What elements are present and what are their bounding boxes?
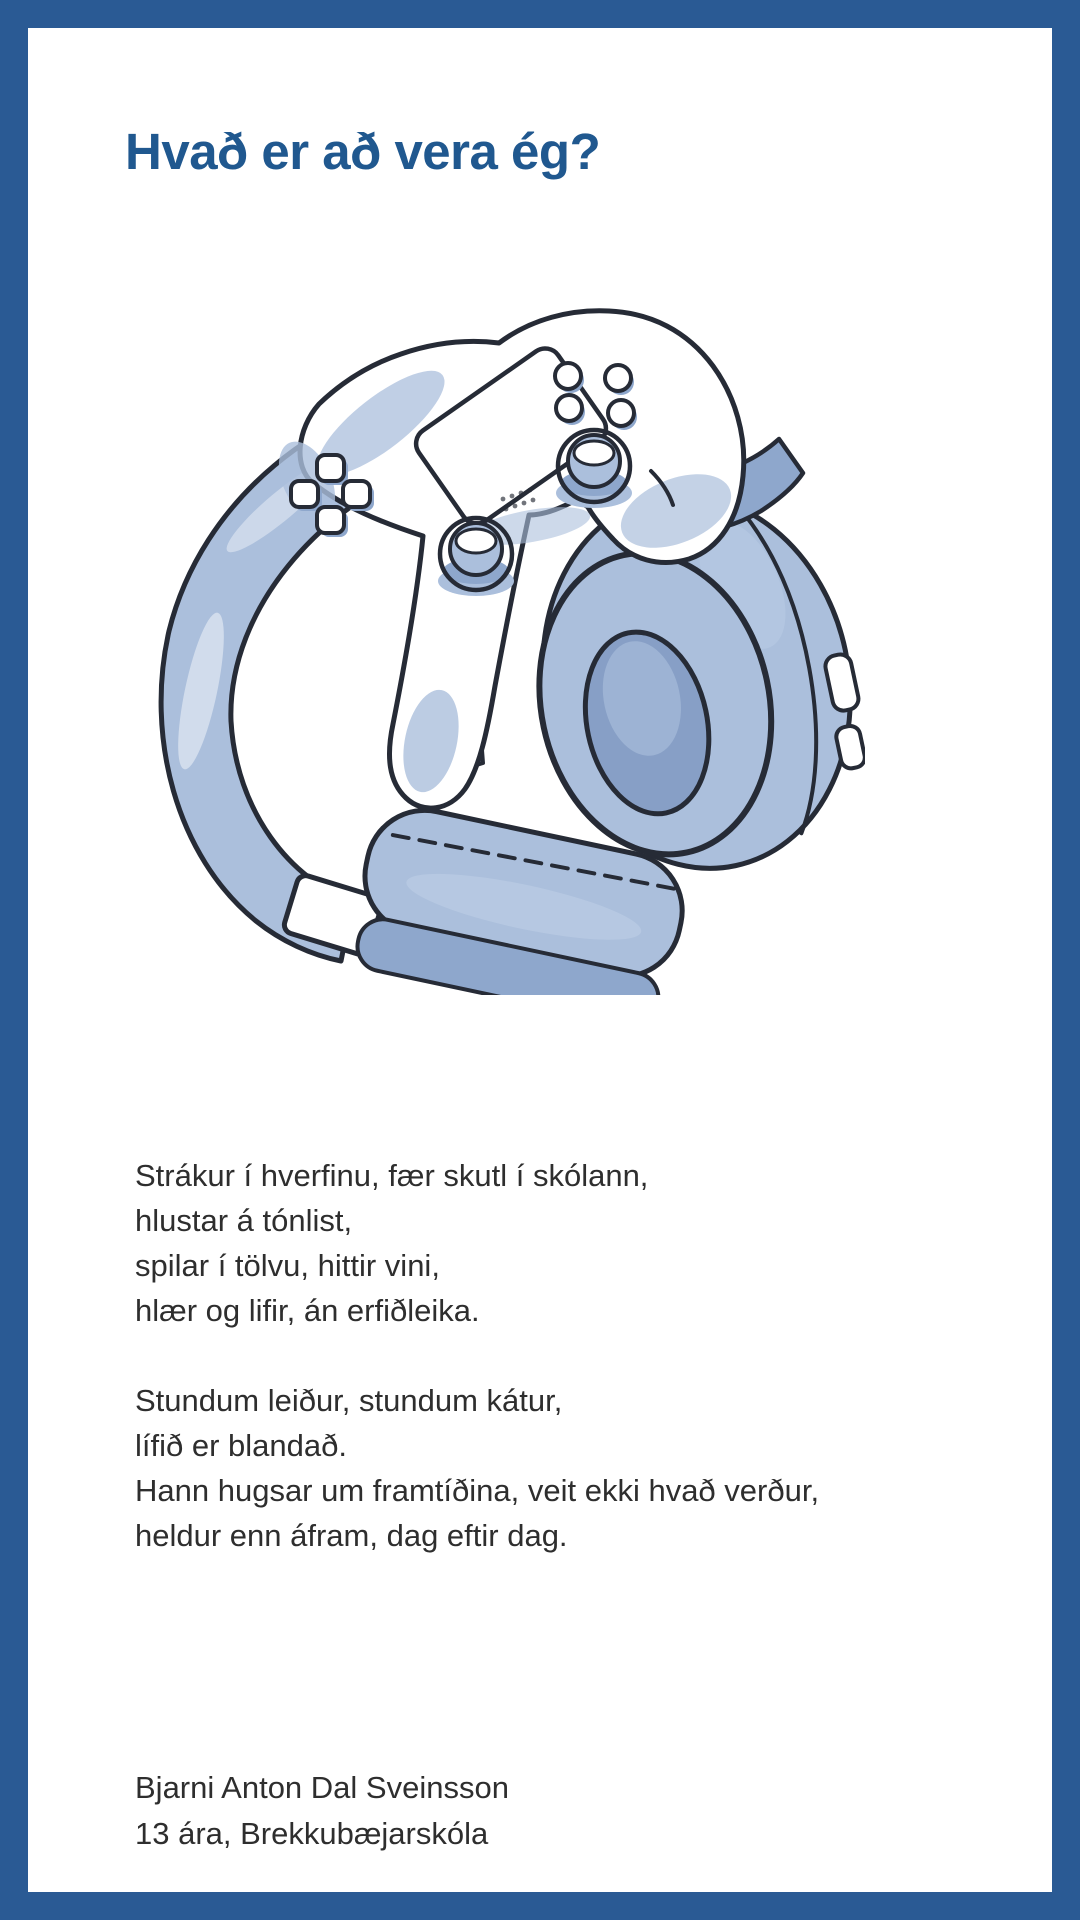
poem-line: Stundum leiður, stundum kátur, [135,1383,563,1418]
attribution [135,1765,509,1857]
poem-line: Strákur í hverfinu, fær skutl í skólann, [135,1158,649,1193]
poem-line: lífið er blandað. [135,1428,347,1463]
poem-stanza-1 [135,1153,895,1333]
controller-left-stick [438,518,514,596]
poem-line: spilar í tölvu, hittir vini, [135,1248,440,1283]
poem-line: Hann hugsar um framtíðina, veit ekki hvað verður, [135,1473,820,1508]
poem-line: heldur enn áfram, dag eftir dag. [135,1518,568,1553]
attribution-age-school: 13 ára, Brekkubæjarskóla [135,1816,489,1851]
controller-headphones-illustration [131,271,865,995]
attribution-author: Bjarni Anton Dal Sveinsson [135,1770,509,1805]
page-title: Hvað er að vera ég? [125,123,601,180]
poem-line: hlustar á tónlist, [135,1203,353,1238]
poem-stanza-2 [135,1378,895,1558]
controller-right-stick [556,430,632,508]
poem-line: hlær og lifir, án erfiðleika. [135,1293,480,1328]
